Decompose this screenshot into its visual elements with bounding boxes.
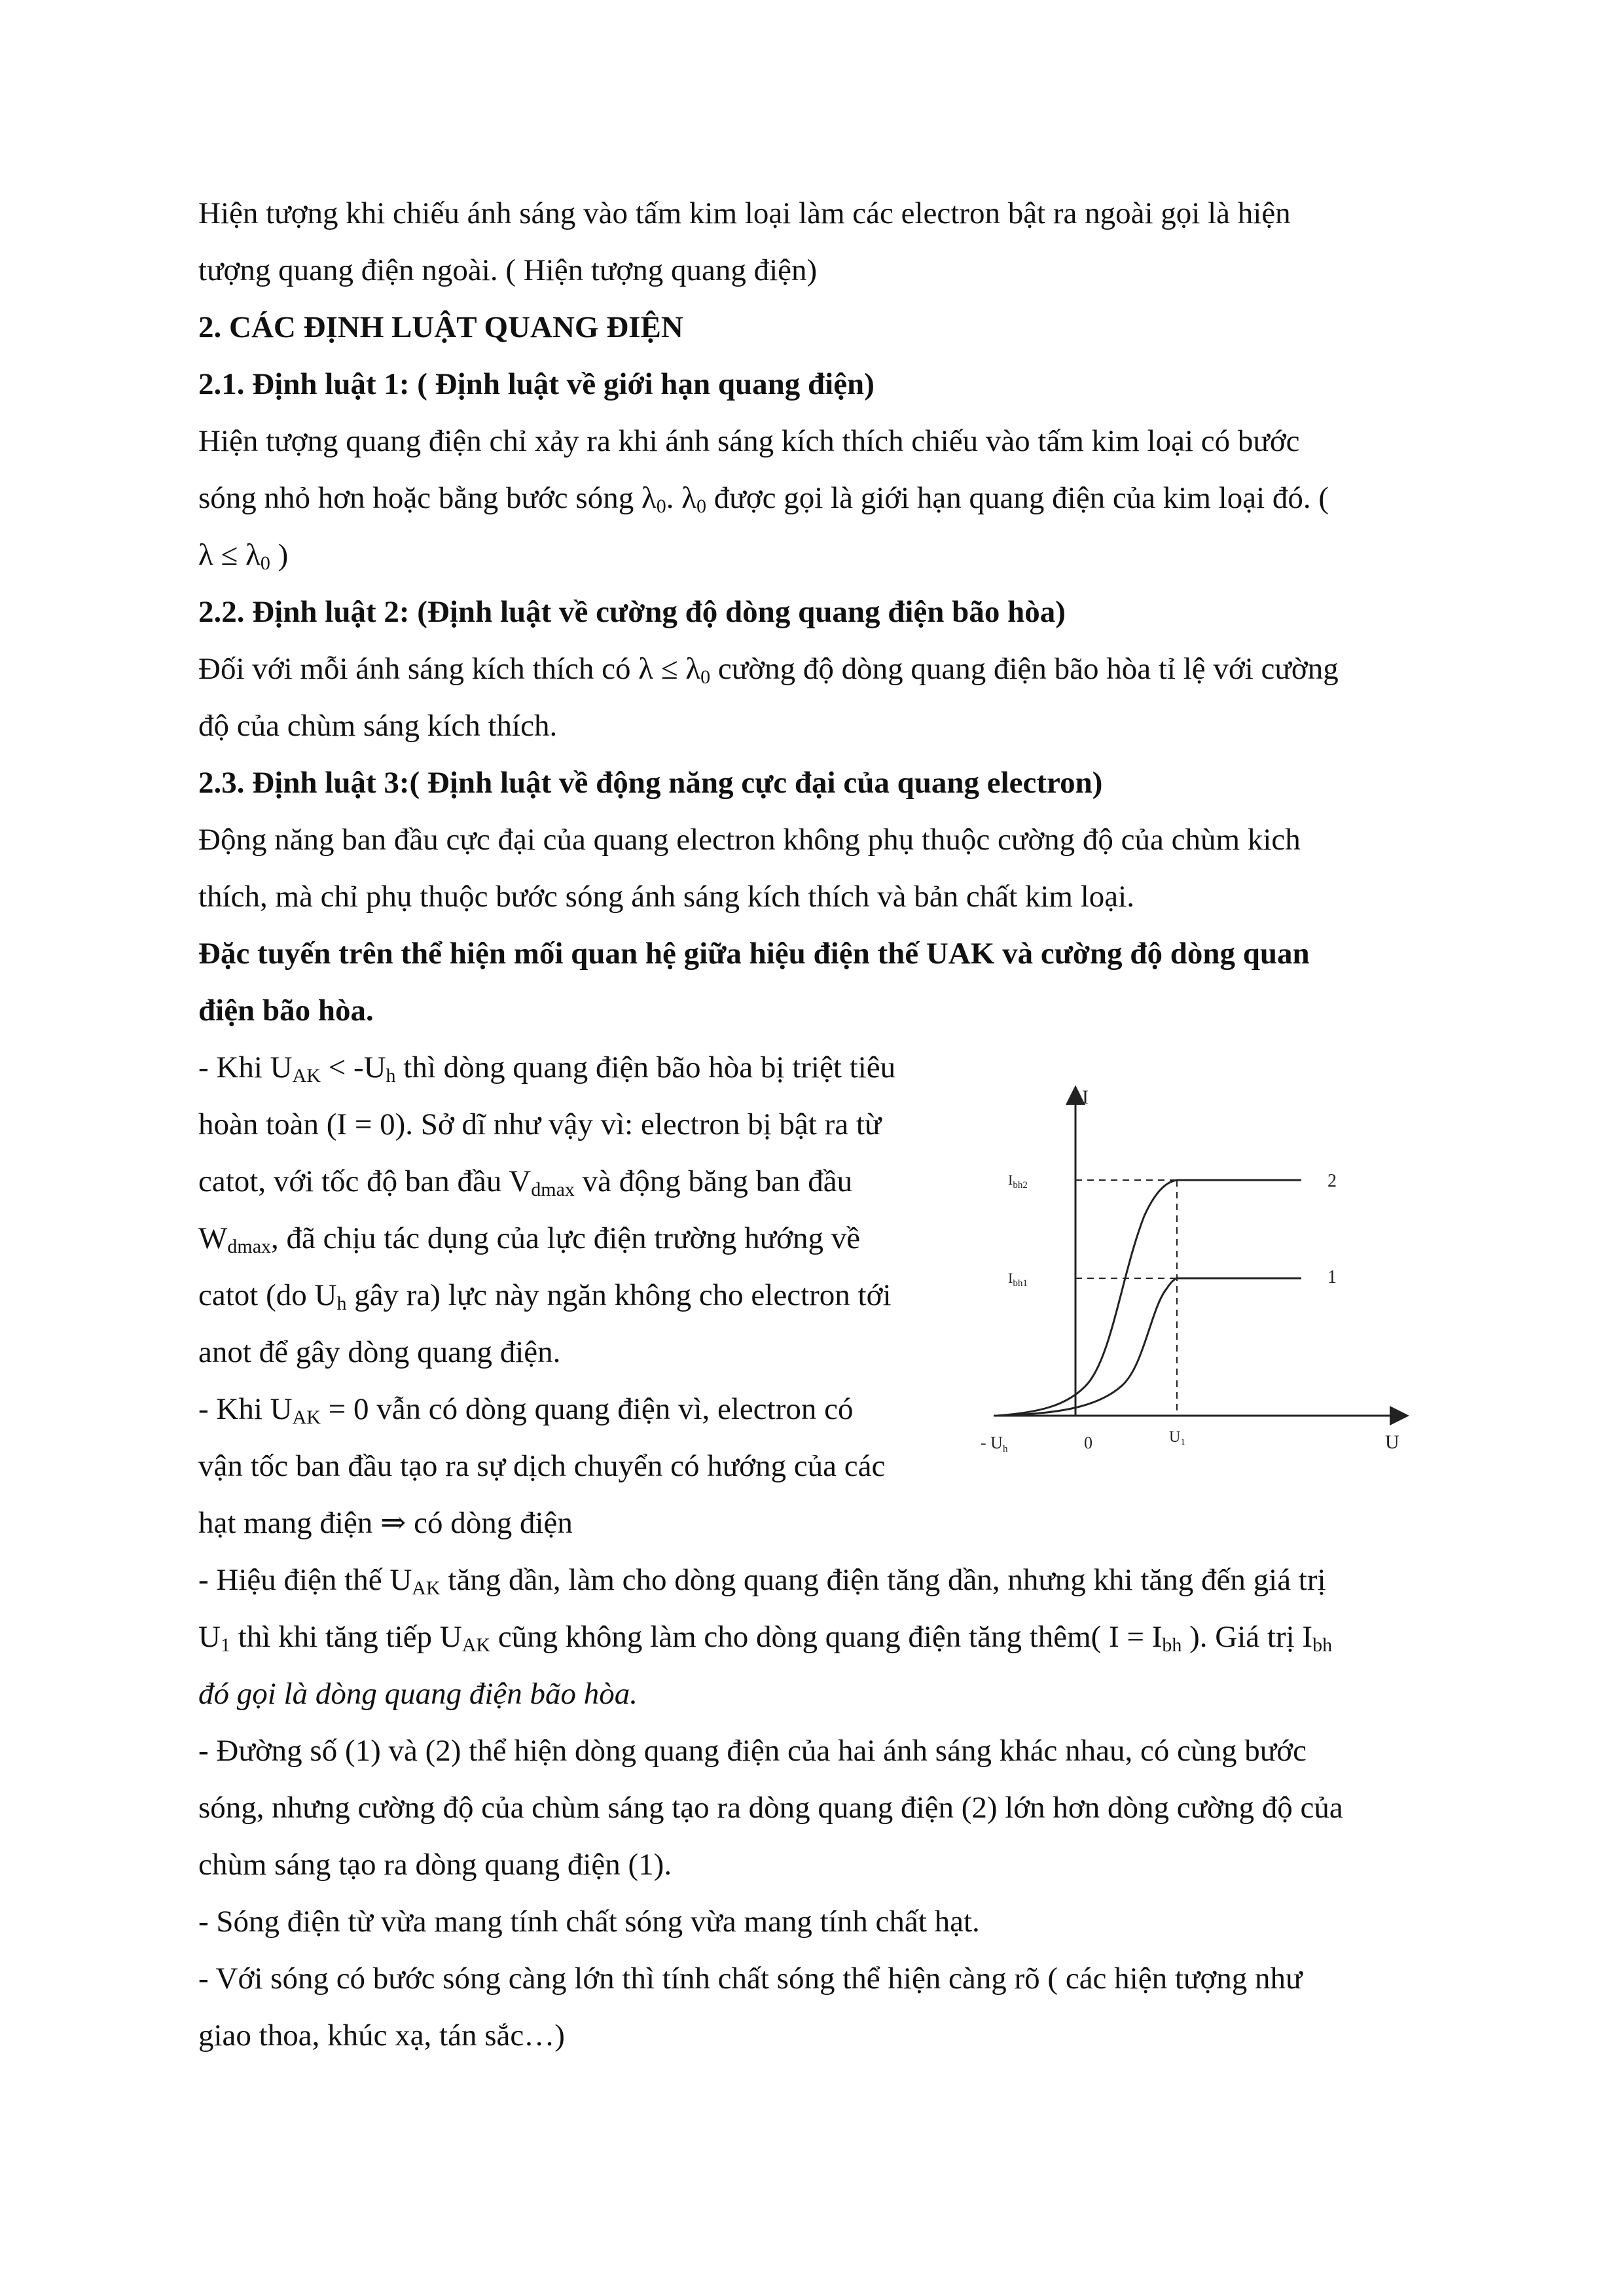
bullet-uak-negative: - Khi $U_{AK} < -U_h$ thì dòng quang điện bão hòa bị triệt tiêu hoàn toàn (I = 0). Sở dĩ như vậy vì: electron bị bật ra từ catot, với tốc độ ban đầu $V_{dmax}$ và động băng ban đầu $W_{dmax}$, đã chịu tác dụng của lực điện trường hướng về catot (do $U_h$ gây ra) lực này ngăn không cho electron tới anot để gây dòng quang điện. xyxy=(198,1050,896,1369)
law2-paragraph: Đối với mỗi ánh sáng kích thích có $\lambda \le \lambda_0$ cường độ dòng quang điện bão hòa tỉ lệ với cường độ của chùm sáng kích thích. xyxy=(198,652,1339,743)
tick-label-zero: 0 xyxy=(1084,1433,1092,1452)
tick-label-uh: - Uh xyxy=(981,1433,1008,1454)
section-heading: 2. CÁC ĐỊNH LUẬT QUANG ĐIỆN xyxy=(198,310,683,344)
bullet-curves: - Đường số (1) và (2) thể hiện dòng quang điện của hai ánh sáng khác nhau, có cùng bước sóng, nhưng cường độ của chùm sáng tạo ra dòng quang điện (2) lớn hơn dòng cường độ của chùm sáng tạo ra dòng quang điện (1). xyxy=(198,1734,1343,1882)
tick-label-u1: $U_1$ xyxy=(1169,1429,1185,1448)
bullet-wave-particle: - Sóng điện từ vừa mang tính chất sóng vừa mang tính chất hạt. xyxy=(198,1905,980,1939)
document-page xyxy=(198,185,1432,2064)
left-column xyxy=(198,1039,951,1552)
chart-svg xyxy=(981,1079,1439,1465)
bullet-uak-zero: - Khi $U_{AK} = 0$ vẫn có dòng quang điện vì, electron có vận tốc ban đầu tạo ra sự dịch chuyển có hướng của các hạt mang điện ⇒ có dòng điện xyxy=(198,1392,886,1540)
x-axis-label: U xyxy=(1385,1431,1399,1453)
text-with-figure xyxy=(198,1039,1432,1552)
law3-heading: 2.3. Định luật 3:( Định luật về động năng cực đại của quang electron) xyxy=(198,766,1103,800)
bullet-uak-increase: - Hiệu điện thế $U_{AK}$ tăng dần, làm cho dòng quang điện tăng dần, nhưng khi tăng đến giá trị $U_1$ thì khi tăng tiếp $U_{AK}$ cũng không làm cho dòng quang điện tăng thêm( $I = I_{bh}$ ). Giá trị $I_{bh}$ đó gọi là dòng quang điện bão hòa. xyxy=(198,1563,1333,1711)
law2-heading: 2.2. Định luật 2: (Định luật về cường độ dòng quang điện bão hòa) xyxy=(198,595,1066,629)
y-axis-label: I xyxy=(1082,1086,1089,1108)
law3-paragraph: Động năng ban đầu cực đại của quang electron không phụ thuộc cường độ của chùm kich thích, mà chỉ phụ thuộc bước sóng ánh sáng kích thích và bản chất kim loại. xyxy=(198,823,1301,914)
series-label-2: 2 xyxy=(1327,1171,1337,1191)
series-line-2 xyxy=(997,1180,1301,1416)
text-line: Hiện tượng quang điện chỉ xảy ra khi ánh sáng kích thích chiếu vào tấm kim loại có bước xyxy=(198,424,1300,458)
text-line: Hiện tượng khi chiếu ánh sáng vào tấm kim loại làm các electron bật ra ngoài gọi là hiện xyxy=(198,196,1291,230)
series-line-1 xyxy=(997,1278,1301,1416)
tick-label-ibh2: $I_{bh2}$ xyxy=(1008,1172,1028,1191)
tick-label-ibh1: $I_{bh1}$ xyxy=(1008,1270,1028,1289)
current-voltage-chart xyxy=(981,1079,1439,1465)
intro-paragraph xyxy=(198,185,1432,299)
law1-paragraph: Hiện tượng quang điện chỉ xảy ra khi ánh sáng kích thích chiếu vào tấm kim loại có bước sóng nhỏ hơn hoặc bằng bước sóng $\lambda_0$. $\lambda_0$ được gọi là giới hạn quang điện của kim loại đó. ( $\lambda \le \lambda_0$ ) xyxy=(198,424,1329,574)
text-line: tượng quang điện ngoài. ( Hiện tượng quang điện) xyxy=(198,253,818,287)
series-label-1: 1 xyxy=(1327,1267,1337,1287)
bullet-wavelength: - Với sóng có bước sóng càng lớn thì tính chất sóng thể hiện càng rõ ( các hiện tượng như giao thoa, khúc xạ, tán sắc…) xyxy=(198,1962,1303,2053)
law1-heading: 2.1. Định luật 1: ( Định luật về giới hạn quang điện) xyxy=(198,367,875,401)
characteristic-heading: Đặc tuyến trên thể hiện mối quan hệ giữa hiệu điện thế UAK và cường độ dòng quan điện bão hòa. xyxy=(198,937,1310,1028)
